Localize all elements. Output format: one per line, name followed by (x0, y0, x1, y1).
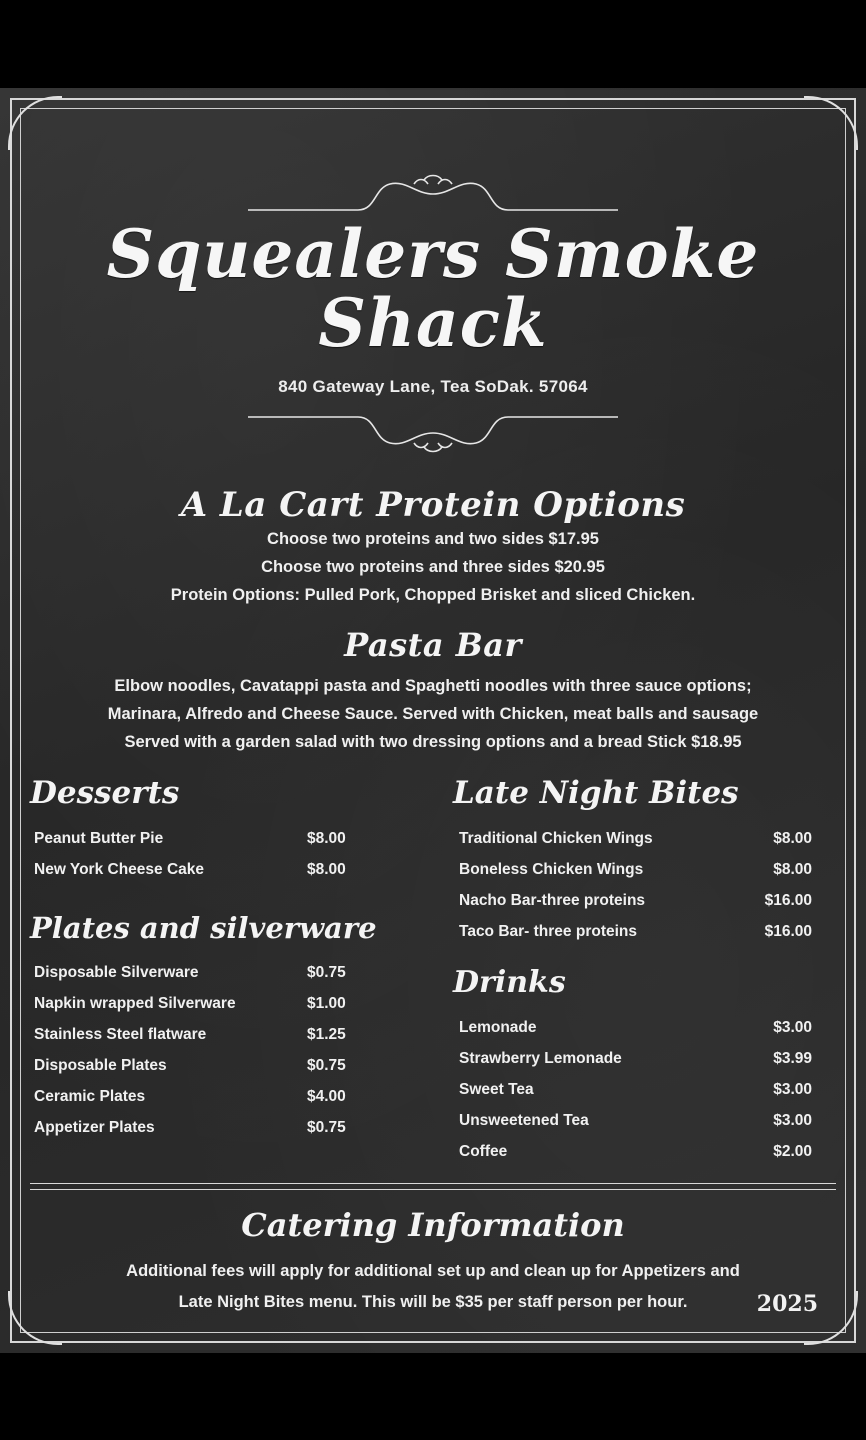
item-name: Nacho Bar-three proteins (459, 891, 646, 909)
late-night-bites-list (453, 823, 836, 947)
menu-column-left (30, 775, 433, 1167)
list-item (453, 1105, 836, 1136)
pasta-bar-line-3: Served with a garden salad with two dressing options and a bread Stick $18.95 (124, 733, 742, 752)
catering-line-2: Late Night Bites menu. This will be $35 per staff person per hour. (178, 1293, 688, 1312)
item-price: $0.75 (307, 1118, 346, 1136)
item-name: Taco Bar- three proteins (459, 922, 638, 940)
list-item (30, 1050, 425, 1081)
item-price: $8.00 (307, 829, 346, 847)
list-item (453, 854, 836, 885)
chalkboard-menu (0, 88, 866, 1353)
a-la-cart-line-1: Choose two proteins and two sides $17.95 (267, 529, 599, 548)
list-item (453, 823, 836, 854)
list-item (453, 1136, 836, 1167)
list-item (30, 1019, 425, 1050)
list-item (30, 854, 425, 885)
item-price: $0.75 (307, 963, 346, 981)
item-name: Peanut Butter Pie (34, 829, 164, 847)
item-name: Lemonade (459, 1018, 537, 1036)
item-name: Stainless Steel flatware (34, 1025, 207, 1043)
menu-year: 2025 (756, 1291, 818, 1317)
item-price: $3.00 (773, 1080, 812, 1098)
item-name: Boneless Chicken Wings (459, 860, 644, 878)
item-name: Sweet Tea (459, 1080, 534, 1098)
list-item (30, 1112, 425, 1143)
list-item (30, 957, 425, 988)
divider-line-upper (30, 1183, 836, 1184)
drinks-list (453, 1012, 836, 1167)
item-name: Strawberry Lemonade (459, 1049, 622, 1067)
list-item (453, 1074, 836, 1105)
item-price: $8.00 (773, 829, 812, 847)
item-price: $4.00 (307, 1087, 346, 1105)
section-title-desserts: Desserts (30, 774, 180, 811)
catering-divider (30, 1183, 836, 1190)
pasta-bar-line-1: Elbow noodles, Cavatappi pasta and Spaghetti noodles with three sauce options; (114, 676, 752, 695)
section-title-catering-information: Catering Information (241, 1205, 625, 1244)
item-name: Disposable Plates (34, 1056, 167, 1074)
item-price: $0.75 (307, 1056, 346, 1074)
item-price: $16.00 (764, 891, 812, 909)
item-price: $1.25 (307, 1025, 346, 1043)
item-price: $3.00 (773, 1111, 812, 1129)
item-name: New York Cheese Cake (34, 860, 205, 878)
item-name: Coffee (459, 1142, 508, 1160)
list-item (30, 1081, 425, 1112)
menu-column-right (433, 775, 836, 1167)
section-title-a-la-cart: A La Cart Protein Options (180, 484, 686, 525)
item-price: $8.00 (773, 860, 812, 878)
item-price: $8.00 (307, 860, 346, 878)
item-price: $16.00 (764, 922, 812, 940)
item-price: $3.99 (773, 1049, 812, 1067)
pasta-bar-line-2: Marinara, Alfredo and Cheese Sauce. Served with Chicken, meat balls and sausage (107, 705, 759, 724)
section-title-late-night-bites: Late Night Bites (453, 774, 739, 811)
section-title-plates-and-silverware: Plates and silverware (30, 910, 377, 945)
list-item (453, 1012, 836, 1043)
list-item (30, 823, 425, 854)
item-name: Ceramic Plates (34, 1087, 146, 1105)
section-title-drinks: Drinks (453, 964, 566, 1000)
a-la-cart-line-3: Protein Options: Pulled Pork, Chopped Brisket and sliced Chicken. (170, 586, 696, 605)
item-name: Appetizer Plates (34, 1118, 155, 1136)
list-item (453, 1043, 836, 1074)
item-name: Traditional Chicken Wings (459, 829, 653, 847)
menu-columns (30, 775, 836, 1167)
item-name: Disposable Silverware (34, 963, 199, 981)
a-la-cart-line-2: Choose two proteins and three sides $20.95 (261, 557, 605, 576)
item-price: $2.00 (773, 1142, 812, 1160)
section-title-pasta-bar: Pasta Bar (344, 625, 522, 664)
flourish-divider-top-icon (248, 168, 618, 214)
item-price: $3.00 (773, 1018, 812, 1036)
item-name: Napkin wrapped Silverware (34, 994, 236, 1012)
page-title: Squealers Smoke Shack (106, 215, 760, 363)
desserts-list (30, 823, 425, 885)
list-item (30, 988, 425, 1019)
item-name: Unsweetened Tea (459, 1111, 589, 1129)
list-item (453, 885, 836, 916)
list-item (453, 916, 836, 947)
restaurant-address: 840 Gateway Lane, Tea SoDak. 57064 (278, 376, 588, 396)
divider-line-lower (30, 1189, 836, 1190)
item-price: $1.00 (307, 994, 346, 1012)
plates-and-silverware-list (30, 957, 425, 1143)
menu-content (30, 118, 836, 1323)
flourish-divider-bottom-icon (248, 411, 618, 459)
catering-line-1: Additional fees will apply for additional set up and clean up for Appetizers and (126, 1261, 740, 1280)
